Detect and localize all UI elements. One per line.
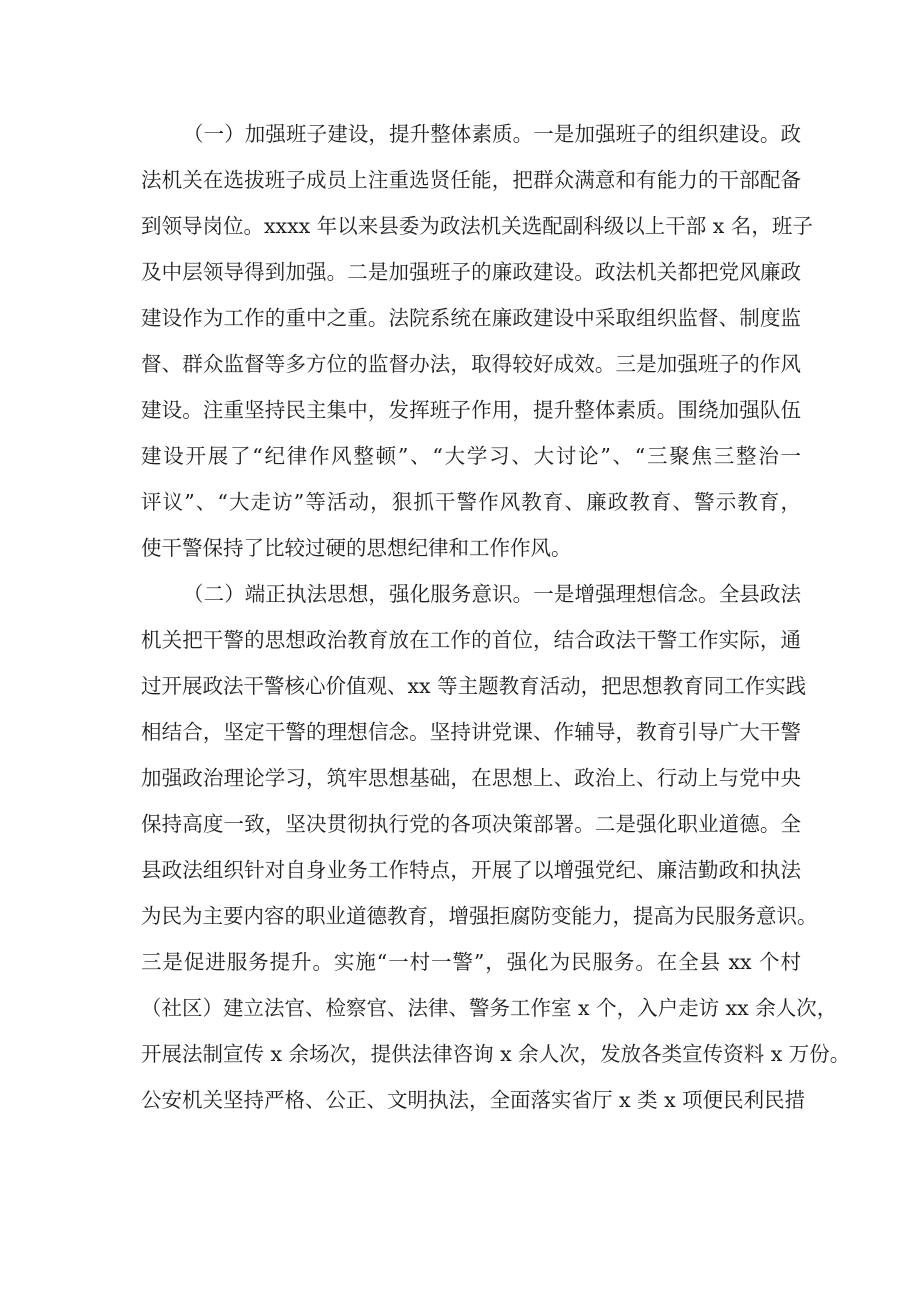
text-line: 加强政治理论学习，筑牢思想基础，在思想上、政治上、行动上与党中央 xyxy=(141,766,801,790)
text-line: 过开展政法干警核心价值观、xx 等主题教育活动，把思想教育同工作实践 xyxy=(141,674,807,698)
text-line: 三是促进服务提升。实施“一村一警”，强化为民服务。在全县 xx 个村 xyxy=(141,950,801,974)
text-line: （二）端正执法思想，强化服务意识。一是增强理想信念。全县政法 xyxy=(183,582,801,606)
text-line: 县政法组织针对自身业务工作特点，开展了以增强党纪、廉洁勤政和执法 xyxy=(141,858,801,882)
text-line: 及中层领导得到加强。二是加强班子的廉政建设。政法机关都把党风廉政 xyxy=(141,260,801,284)
text-line: 机关把干警的思想政治教育放在工作的首位，结合政法干警工作实际，通 xyxy=(141,628,801,652)
text-line: 建设开展了“纪律作风整顿”、“大学习、大讨论”、“三聚焦三整治一 xyxy=(141,444,801,468)
text-line: 评议”、“大走访”等活动，狠抓干警作风教育、廉政教育、警示教育， xyxy=(141,490,801,514)
text-line: 相结合，坚定干警的理想信念。坚持讲党课、作辅导，教育引导广大干警 xyxy=(141,720,801,744)
text-line: 公安机关坚持严格、公正、文明执法，全面落实省厅 x 类 x 项便民利民措 xyxy=(141,1088,806,1112)
text-line: 使干警保持了比较过硬的思想纪律和工作作风。 xyxy=(141,536,572,560)
text-line: 法机关在选拔班子成员上注重选贤任能，把群众满意和有能力的干部配备 xyxy=(141,168,801,192)
text-line: 建设。注重坚持民主集中，发挥班子作用，提升整体素质。围绕加强队伍 xyxy=(141,398,801,422)
text-line: 建设作为工作的重中之重。法院系统在廉政建设中采取组织监督、制度监 xyxy=(141,306,801,330)
text-line: （社区）建立法官、检察官、法律、警务工作室 x 个，入户走访 xx 余人次， xyxy=(141,996,838,1020)
text-line: （一）加强班子建设，提升整体素质。一是加强班子的组织建设。政 xyxy=(183,122,801,146)
text-line: 为民为主要内容的职业道德教育，增强拒腐防变能力，提高为民服务意识。 xyxy=(141,904,818,928)
text-line: 督、群众监督等多方位的监督办法，取得较好成效。三是加强班子的作风 xyxy=(141,352,801,376)
text-line: 到领导岗位。xxxx 年以来县委为政法机关选配副科级以上干部 x 名，班子 xyxy=(141,214,813,238)
text-line: 保持高度一致，坚决贯彻执行党的各项决策部署。二是强化职业道德。全 xyxy=(141,812,801,836)
text-line: 开展法制宣传 x 余场次，提供法律咨询 x 余人次，发放各类宣传资料 x 万份。 xyxy=(141,1042,851,1066)
